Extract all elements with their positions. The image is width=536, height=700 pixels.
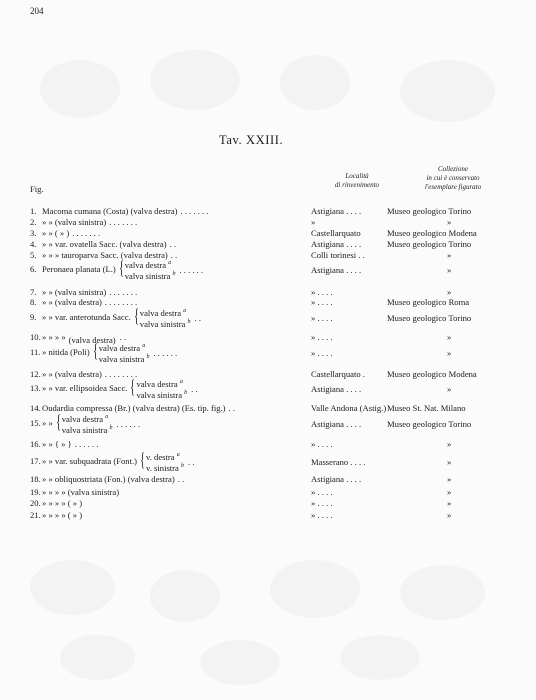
species-description: » » var. ovatella Sacc. (valva destra) [42,239,167,249]
figure-number: 20. [30,498,41,508]
collection: Museo geologico Torino [387,313,472,323]
species-description: » nitida (Poli) [42,347,90,357]
species-description: » » » » ( » ) [42,510,83,520]
figure-number: 17. [30,456,41,466]
species-description: » » [42,418,53,428]
bleed-through-shape [150,570,220,622]
locality: Astigiana . . . . [311,419,362,429]
valve-label-bottom-sup: b [109,425,113,431]
dot-leader: . . . . . . [153,348,178,358]
bleed-through-shape [400,565,485,620]
valve-label-bottom-sup: b [172,271,176,277]
valve-label-top-sup: a [142,343,146,349]
valve-label-top-sup: a [183,308,187,314]
collection: » [447,498,452,508]
header-collezione-line2: in cui è conservato [426,174,480,182]
figure-row [0,341,536,364]
valve-label-bottom-sup: b [181,463,185,469]
figure-number: 5. [30,250,37,260]
header-fig: Fig. [30,184,44,194]
locality: » . . . . [311,348,333,358]
collection: » [447,250,452,260]
valve-label-top-sup: a [105,414,109,420]
species-description: » » ( » ) [42,228,70,238]
species-description: » » var. anterotunda Sacc. [42,312,131,322]
bleed-through-shape [200,640,280,685]
valve-label-top: valva destra $^a$ [61,413,109,424]
valve-label-top: valva destra $^a$ [139,307,187,318]
locality: » . . . . [311,332,333,342]
figure-number: 10. [30,332,41,342]
figure-number: 15. [30,418,41,428]
valve-brace: { [92,341,98,362]
figure-number: 18. [30,474,41,484]
valve-label-top-sup: a [179,379,183,385]
collection: » [447,474,452,484]
figure-row [0,333,536,345]
species-description: » » » » ( » ) [42,498,83,508]
locality: Valle Andona (Astig.) [311,403,387,413]
locality: Masserano . . . . [311,457,366,467]
header-collezione [405,165,501,192]
figure-number: 19. [30,487,41,497]
dot-leader: . . . . . . . [109,217,138,227]
species-description: » » » » (valva sinistra) [42,487,120,497]
figure-row [0,377,536,400]
locality: » . . . . [311,287,333,297]
figure-number: 14. [30,403,41,413]
valve-label-bottom-sup: b [187,319,191,325]
collection: Museo geologico Modena [387,369,477,379]
collection: » [447,348,452,358]
header-collezione-line3: l'esemplare figurato [424,183,482,191]
locality: » . . . . [311,498,333,508]
collection: Museo geologico Torino [387,239,472,249]
collection: » [447,287,452,297]
species-description: » » var. ellipsoidea Sacc. [42,383,128,393]
figure-row [0,412,536,435]
header-collezione-line1: Collezione [438,165,468,173]
dot-leader: . . [191,384,198,394]
species-description: » » var. subquadrata (Font.) [42,456,137,466]
dot-leader: . . [188,457,195,467]
valve-brace: { [118,258,124,279]
bleed-through-shape [340,635,420,680]
collection: » [447,510,452,520]
valve-brace: { [140,450,146,471]
valve-brace: { [133,306,139,327]
locality: Astigiana . . . . [311,239,362,249]
figure-number: 8. [30,297,37,307]
dot-leader: . . [170,250,178,260]
header-localita-line1: Località [345,172,369,180]
species-description: Oudardia compressa (Br.) (valva destra) (Es. tip. fig.) [42,403,226,413]
bleed-through-shape [30,560,115,615]
valve-label-bottom: valva sinistra $^b$ [139,318,191,329]
collection: » [447,217,452,227]
locality: Castellarquato . [311,369,365,379]
dot-leader: . . [177,474,185,484]
header-localita [322,172,392,190]
locality: Colli torinesi . . [311,250,365,260]
valve-label-bottom: valva sinistra $^b$ [61,424,113,435]
valve-label-top: valva destra $^a$ [98,342,146,353]
figure-number: 9. [30,312,37,322]
collection: Museo St. Nat. Milano [387,403,466,413]
figure-row [0,258,536,281]
valve-label-bottom: v. sinistra $^b$ [146,462,185,473]
figure-number: 13. [30,383,41,393]
figure-number: 2. [30,217,37,227]
valve-label-bottom: valva sinistra $^b$ [98,353,150,364]
locality: » . . . . [311,297,333,307]
collection: » [447,487,452,497]
species-description: » » obliquostriata (Fon.) (valva destra) [42,474,175,484]
valve-label-bottom: valva sinistra $^b$ [124,270,176,281]
valve-label-top: v. destra $^a$ [146,451,180,462]
valve-label-bottom-sup: b [184,390,188,396]
dot-leader: . . . . . . [74,439,99,449]
figure-number: 11. [30,347,41,357]
figure-number: 1. [30,206,37,216]
figure-number: 12. [30,369,41,379]
figure-number: 4. [30,239,37,249]
dot-leader: . . . . . . . [72,228,101,238]
dot-leader: . . [228,403,235,413]
dot-leader: . . [194,313,201,323]
figure-row [0,450,536,473]
page-number: 204 [30,6,44,16]
locality: » . . . . [311,439,333,449]
figure-row [0,306,536,329]
valve-label-top: valva destra $^a$ [124,259,172,270]
bleed-through-shape [150,50,240,110]
species-description: » » (valva destra) [42,369,102,379]
collection: » [447,384,452,394]
collection: Museo geologico Torino [387,206,472,216]
bleed-through-shape [270,560,360,618]
dot-leader: . . [119,332,127,342]
valve-label-top: valva destra $^a$ [136,378,183,389]
species-description: » » (valva sinistra) [42,217,107,227]
valve-label-bottom: valva sinistra $^b$ [136,389,188,400]
figure-row [0,370,536,382]
species-description: » » » » [42,332,66,342]
figure-row [0,298,536,310]
locality: Astigiana . . . . [311,206,362,216]
collection: » [447,457,452,467]
bleed-through-shape [280,55,350,110]
figure-row [0,511,536,523]
collection: » [447,265,452,275]
figure-number: 16. [30,439,41,449]
locality: » . . . . [311,313,333,323]
locality: » . . . . [311,487,333,497]
locality: Astigiana . . . . [311,384,362,394]
locality: » [311,217,316,227]
dot-leader: . . . . . . . [109,287,138,297]
dot-leader: . . . . . . [116,419,141,429]
valve-label-bottom-sup: b [146,354,150,360]
figure-row [0,440,536,452]
bleed-through-shape [40,60,120,118]
species-description: » » (valva destra) [42,297,102,307]
species-description: » » (valva sinistra) [42,287,107,297]
bleed-through-shape [60,635,135,680]
locality: Castellarquato [311,228,361,238]
valve-label-top-sup: a [176,452,180,458]
locality: Astigiana . . . . [311,265,362,275]
locality: » . . . . [311,510,333,520]
species-description: Macoma cumana (Costa) (valva destra) [42,206,178,216]
dot-leader: . . . . . . . [180,206,209,216]
collection: » [447,439,452,449]
figure-row [0,475,536,487]
valve-extra: (valva destra) [68,335,116,345]
figure-number: 3. [30,228,37,238]
dot-leader: . . . . . . [179,265,204,275]
species-description: » » » tauroparva Sacc. (valva destra) [42,250,168,260]
valve-brace: { [130,377,136,398]
valve-label-top-sup: a [168,260,172,266]
figure-number: 7. [30,287,37,297]
collection: » [447,332,452,342]
collection: Museo geologico Roma [387,297,470,307]
figure-number: 6. [30,264,37,274]
species-description: Peronaea planata (L.) [42,264,116,274]
plate-title: Tav. XXIII. [219,133,284,147]
dot-leader: . . . . . . . . [104,297,138,307]
collection: Museo geologico Torino [387,419,472,429]
bleed-through-shape [400,60,495,122]
species-description: » » { » } [42,439,72,449]
valve-brace: { [55,412,61,433]
figure-row [0,251,536,263]
dot-leader: . . [169,239,177,249]
dot-leader: . . . . . . . . [104,369,138,379]
header-localita-line2: di rinvenimento [334,181,380,189]
figure-number: 21. [30,510,41,520]
collection: Museo geologico Modena [387,228,477,238]
locality: Astigiana . . . . [311,474,362,484]
